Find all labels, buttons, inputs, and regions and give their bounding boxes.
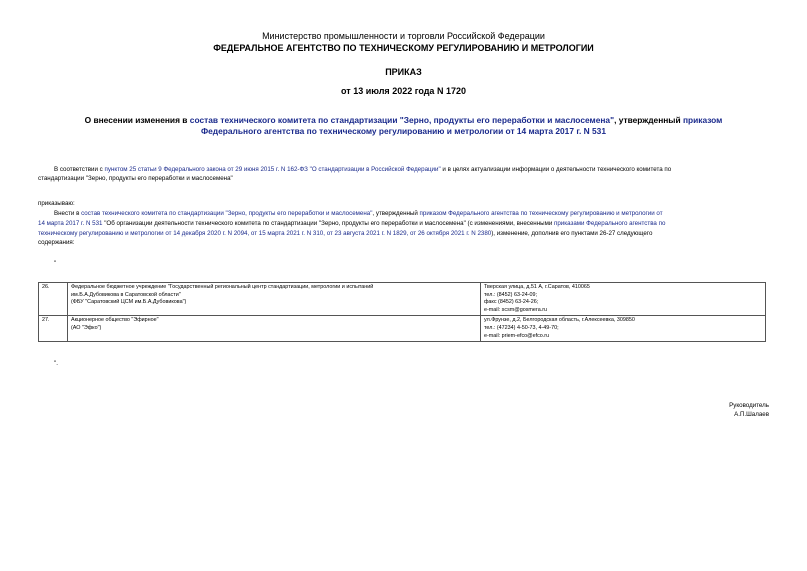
row-organization	[68, 283, 481, 316]
org-line: (ФБУ "Саратовский ЦСМ им.Б.А.Дубовикова")	[71, 299, 187, 306]
signature-role: Руководитель	[729, 402, 769, 409]
org-line: им.Б.А.Дубовикова в Саратовской области"	[71, 291, 181, 298]
title-middle: , утвержденный	[614, 115, 683, 125]
title-prefix: О внесении изменения в	[84, 115, 190, 125]
document-title	[0, 115, 807, 126]
body-link-date[interactable]: 14 марта 2017 г. N 531	[38, 220, 103, 227]
preamble-line2: стандартизации "Зерно, продукты его переработки и маслосемена"	[38, 175, 233, 182]
body-line2	[38, 220, 778, 229]
quote-close: ".	[54, 360, 58, 367]
table-row	[39, 283, 766, 316]
body-text-c1: ), изменение, дополнив его пунктами 26-27 следующего	[491, 230, 653, 237]
body-link-amendments[interactable]: техническому регулированию и метрологии от 14 декабря 2020 г. N 2094, от 15 марта 2021 г. N 310, от 23 августа 2021 г. N 1829, от 26 октября 2021 г. N 2380	[38, 230, 492, 237]
title-link-committee[interactable]: состав технического комитета по стандартизации "Зерно, продукты его переработки и маслосемена"	[189, 115, 615, 125]
preamble-text-1: В соответствии с	[54, 166, 105, 173]
title-link-order-line2[interactable]: Федерального агентства по техническому регулированию и метрологии от 14 марта 2017 г. N 531	[201, 126, 606, 136]
document-type: ПРИКАЗ	[385, 67, 422, 77]
org-line: Акционерное общество "Эфирное"	[71, 317, 159, 324]
preamble-text-2: и в целях актуализации информации о деятельности технического комитета по	[440, 166, 672, 173]
row-contact	[481, 283, 766, 316]
row-organization	[68, 316, 481, 342]
body-line4: содержания:	[38, 239, 75, 246]
table-row	[39, 316, 766, 342]
body-link-committee[interactable]: состав технического комитета по стандартизации "Зерно, продукты его переработки и маслосемена"	[81, 210, 373, 217]
contact-line: тел.: (47234) 4-50-73, 4-49-70;	[484, 324, 559, 331]
ministry-name: Министерство промышленности и торговли Российской Федерации	[262, 31, 545, 41]
contact-line: e-mail: priem-efco@efco.ru	[484, 332, 550, 339]
org-line: Федеральное бюджетное учреждение "Государственный региональный центр стандартизации, метрологии и испытаний	[71, 284, 374, 290]
preamble	[54, 166, 774, 175]
row-number: 26.	[39, 283, 68, 316]
body-link-orders[interactable]: приказами Федерального агентства по	[554, 220, 666, 227]
body-line1	[54, 210, 774, 219]
quote-open: "	[54, 260, 57, 267]
body-text-a1: Внести в	[54, 210, 82, 217]
body-line3	[38, 230, 778, 239]
contact-line: факс (8452) 63-24-26;	[484, 299, 539, 306]
preamble-law-link[interactable]: пунктом 25 статьи 9 Федерального закона от 29 июня 2015 г. N 162-ФЗ "О стандартизации в Российской Федерации"	[104, 166, 441, 173]
body-link-order[interactable]: приказом Федерального агентства по техническому регулированию и метрологии от	[419, 210, 663, 217]
contact-line: e-mail: scsm@gosmera.ru	[484, 306, 547, 313]
committee-members-table	[38, 282, 766, 342]
document-date: от 13 июля 2022 года N 1720	[341, 86, 466, 96]
title-link-order[interactable]: приказом	[682, 115, 723, 125]
agency-name: ФЕДЕРАЛЬНОЕ АГЕНТСТВО ПО ТЕХНИЧЕСКОМУ РЕГУЛИРОВАНИЮ И МЕТРОЛОГИИ	[213, 43, 594, 53]
org-line: (АО "Эфко")	[71, 324, 102, 331]
order-word: приказываю:	[38, 200, 75, 207]
contact-line: тел.: (8452) 63-24-09;	[484, 291, 538, 298]
contact-line: Тверская улица, д.51 А, г.Саратов, 410065	[484, 284, 590, 290]
row-number: 27.	[39, 316, 68, 342]
body-text-a2: , утвержденный	[372, 210, 420, 217]
row-contact	[481, 316, 766, 342]
contact-line: ул.Фрунзе, д.2, Белгородская область, г.Алексеевка, 309850	[484, 317, 635, 324]
body-text-b1: "Об организации деятельности технического комитета по стандартизации "Зерно, продукты его переработки и маслосемена" (с изменениями, внесенными	[102, 220, 555, 227]
signature-name: А.П.Шалаев	[734, 411, 769, 418]
